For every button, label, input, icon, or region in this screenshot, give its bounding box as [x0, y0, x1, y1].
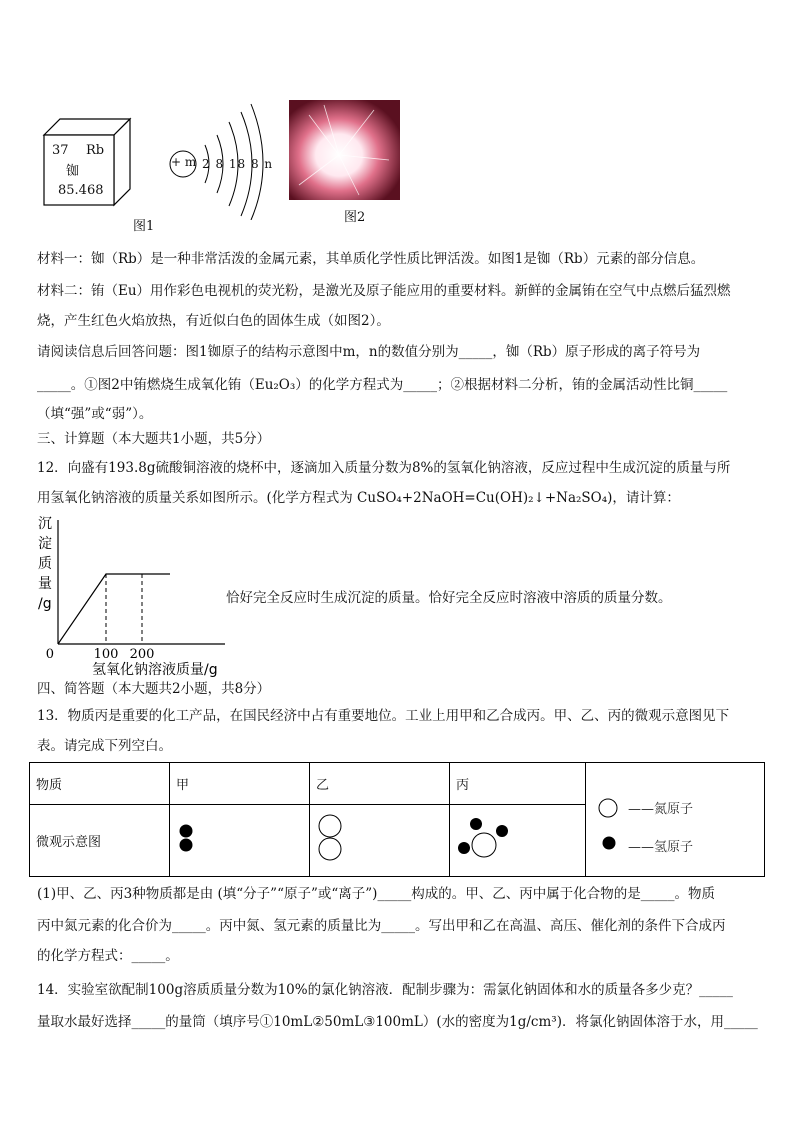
header-yi: 乙	[310, 763, 450, 805]
hydrogen-molecule-icon	[176, 819, 206, 859]
header-bing: 丙	[450, 763, 586, 805]
row-label: 微观示意图	[30, 805, 170, 877]
material-two-line1: 材料二：铕（Eu）用作彩色电视机的荧光粉，是激光及原子能应用的重要材料。新鲜的金属铕在空气中点燃后猛烈燃	[37, 283, 731, 299]
y-axis-label-char: 淀	[38, 536, 52, 552]
element-name: 铷	[66, 164, 80, 179]
section-three-heading: 三、计算题（本大题共1小题，共5分）	[37, 431, 271, 447]
question-line2: _____。①图2中铕燃烧生成氧化铕（Eu₂O₃）的化学方程式为_____；②根据材料二分析，铕的金属活动性比铜_____	[37, 377, 728, 393]
atomic-mass: 85.468	[58, 183, 104, 198]
x-tick-label: 200	[129, 647, 155, 662]
q14-line1: 14．实验室欲配制100g溶质质量分数为10%的氯化钠溶液．配制步骤为：需氯化钠固体和水的质量各多少克？_____	[37, 982, 733, 998]
x-tick-label: 100	[93, 647, 119, 662]
question-line3: （填“强”或“弱”）。	[37, 406, 153, 422]
ammonia-molecule-icon	[456, 814, 516, 864]
precipitate-chart	[30, 512, 230, 677]
figure1-caption: 图1	[133, 219, 155, 234]
section-four-heading: 四、简答题（本大题共2小题，共8分）	[37, 681, 271, 697]
material-one: 材料一：铷（Rb）是一种非常活泼的金属元素，其单质化学性质比钾活泼。如图1是铷（Rb）元素的部分信息。	[37, 251, 705, 267]
nitrogen-molecule-icon	[316, 809, 356, 869]
figure2-caption: 图2	[344, 210, 366, 225]
question-line1: 请阅读信息后回答问题：图1铷原子的结构示意图中m，n的数值分别为_____，铷（Rb）原子形成的离子符号为	[37, 344, 701, 360]
q13-line2: 表。请完成下列空白。	[37, 738, 172, 754]
legend-nitrogen: ——氮原子	[628, 801, 694, 817]
q14-line2: 量取水最好选择_____的量筒（填序号①10mL②50mL③100mL）(水的密度为1g/cm³)．将氯化钠固体溶于水，用_____	[37, 1014, 758, 1030]
q12-task: 恰好完全反应时生成沉淀的质量。恰好完全反应时溶液中溶质的质量分数。	[226, 590, 672, 606]
legend-cell	[586, 763, 765, 877]
nucleus-label: + m	[171, 155, 197, 169]
nitrogen-atom-icon	[596, 796, 620, 820]
y-axis-label-char: 质	[38, 556, 52, 572]
europium-burning-photo	[289, 100, 400, 200]
jia-diagram-cell	[170, 805, 310, 877]
q13-line1: 13．物质丙是重要的化工产品，在国民经济中占有重要地位。工业上用甲和乙合成丙。甲、乙、丙的微观示意图见下	[37, 708, 730, 724]
yi-diagram-cell	[310, 805, 450, 877]
header-substance: 物质	[30, 763, 170, 805]
q12-line2: 用氢氧化钠溶液的质量关系如图所示。(化学方程式为 CuSO₄+2NaOH=Cu(OH)₂↓+Na₂SO₄)，请计算：	[37, 490, 680, 506]
shell-electrons: 2 8 18 8 n	[202, 157, 274, 171]
micro-diagram-table	[29, 762, 765, 877]
material-two-line2: 烧，产生红色火焰放热，有近似白色的固体生成（如图2）。	[37, 313, 390, 329]
x-tick-label: 0	[45, 647, 54, 662]
bing-diagram-cell	[450, 805, 586, 877]
series-line	[58, 574, 170, 644]
hydrogen-atom-icon	[600, 834, 618, 852]
y-axis-label-char: 沉	[38, 516, 52, 532]
q13-sub-line3: 的化学方程式：_____。	[37, 948, 179, 964]
y-axis-label-char: /g	[38, 596, 52, 612]
q12-line1: 12．向盛有193.8g硫酸铜溶液的烧杯中，逐滴加入质量分数为8%的氢氧化钠溶液，反应过程中生成沉淀的质量与所	[37, 460, 731, 476]
q13-sub-line1: (1)甲、乙、丙3种物质都是由 (填“分子”“原子”或“离子”)_____构成的。甲、乙、丙中属于化合物的是_____。物质	[37, 886, 715, 902]
header-jia: 甲	[170, 763, 310, 805]
element-symbol: Rb	[86, 143, 105, 158]
q13-sub-line2: 丙中氮元素的化合价为_____。丙中氮、氢元素的质量比为_____。写出甲和乙在高温、高压、催化剂的条件下合成丙	[37, 918, 726, 934]
legend-hydrogen: ——氢原子	[628, 839, 694, 855]
x-axis-label: 氢氧化钠溶液质量/g	[92, 662, 218, 677]
y-axis-label-char: 量	[38, 576, 52, 592]
atomic-number: 37	[52, 143, 69, 158]
